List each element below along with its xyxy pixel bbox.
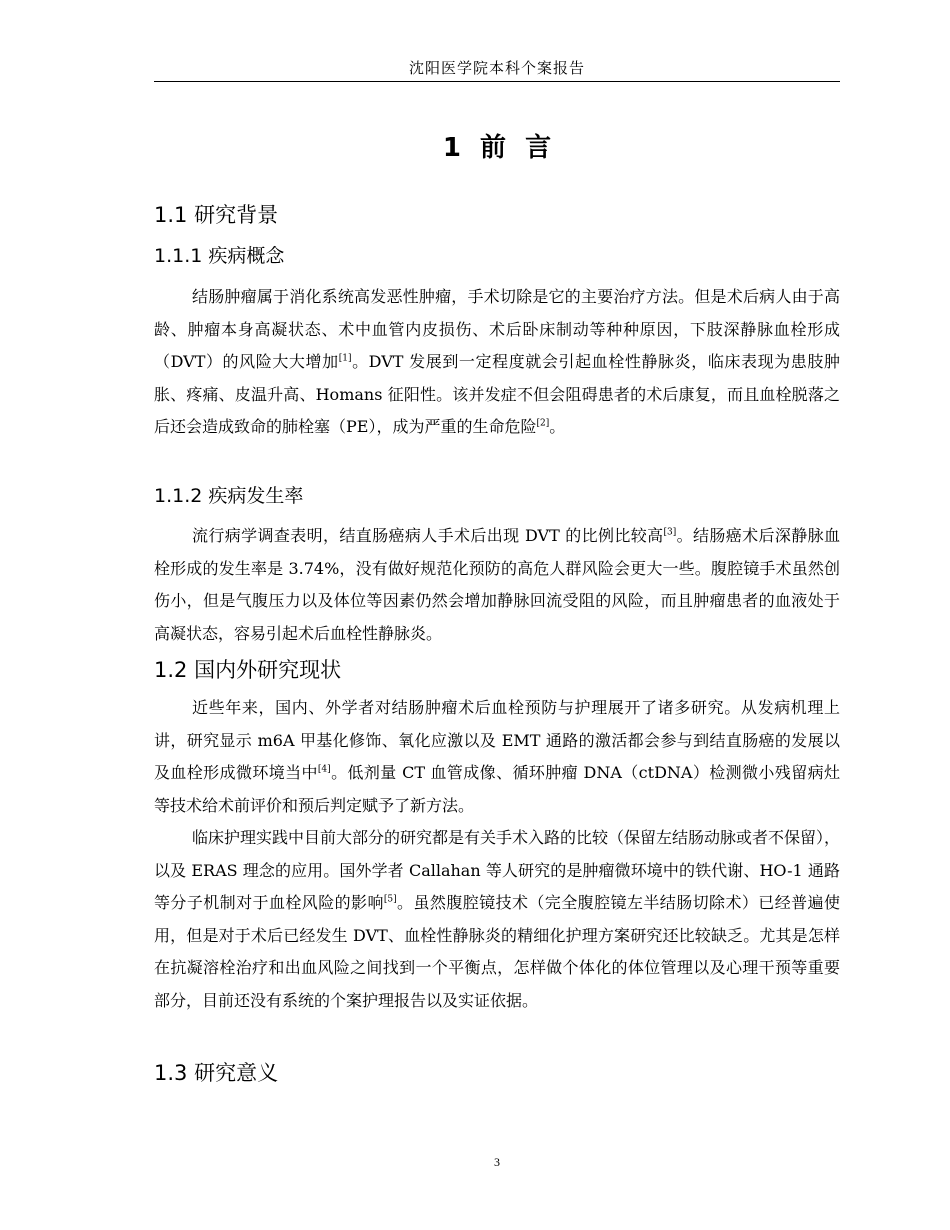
citation-ref: [1]: [338, 353, 352, 364]
section-heading-1-1: 1.1 研究背景: [154, 203, 279, 227]
section-heading-1-2: 1.2 国内外研究现状: [154, 658, 342, 682]
paragraph-text: 。低剂量 CT 血管成像、循环肿瘤 DNA（ctDNA）检测微小残留病灶等技术给术前评价和预后判定赋予了新方法。: [154, 763, 840, 815]
page-number: 3: [494, 1155, 500, 1169]
paragraph-text: 结肠肿瘤属于消化系统高发恶性肿瘤，手术切除是它的主要治疗方法。但是术后病人由于高龄、肿瘤本身高凝状态、术中血管内皮损伤、术后卧床制动等种种原因，下肢深静脉血栓形成（DVT）的风险大大增加: [154, 287, 840, 371]
citation-ref: [2]: [536, 418, 550, 429]
paragraph-text: 。虽然腹腔镜技术（完全腹腔镜左半结肠切除术）已经普遍使用，但是对于术后已经发生 DVT、血栓性静脉炎的精细化护理方案研究还比较缺乏。尤其是怎样在抗凝溶栓治疗和出血风险之间找到一个平衡点，怎样做个体化的体位管理以及心理干预等重要部分，目前还没有系统的个案护理报告以及实证依据。: [154, 893, 840, 1010]
paragraph-research-status-2: [154, 822, 840, 1017]
citation-ref: [4]: [317, 764, 331, 775]
paragraph-research-status-1: [154, 692, 840, 822]
paragraph-text: 流行病学调查表明，结直肠癌病人手术后出现 DVT 的比例比较高: [192, 526, 664, 545]
citation-ref: [5]: [383, 894, 397, 905]
paragraph-text: 近些年来，国内、外学者对结肠肿瘤术后血栓预防与护理展开了诸多研究。从发病机理上讲，研究显示 m6A 甲基化修饰、氧化应激以及 EMT 通路的激活都会参与到结直肠癌的发展以及血栓形成微环境当中: [154, 698, 840, 782]
section-heading-1-1-2: 1.1.2 疾病发生率: [154, 485, 304, 507]
paragraph-text: 。: [549, 417, 566, 436]
section-heading-1-3: 1.3 研究意义: [154, 1061, 279, 1085]
citation-ref: [3]: [663, 527, 677, 538]
paragraph-disease-concept: [154, 281, 840, 444]
paragraph-text: 临床护理实践中目前大部分的研究都是有关手术入路的比较（保留左结肠动脉或者不保留），以及 ERAS 理念的应用。国外学者 Callahan 等人研究的是肿瘤微环境中的铁代谢、HO-1 通路等分子机制对于血栓风险的影响: [154, 828, 841, 912]
header-rule: [154, 81, 840, 82]
running-header: 沈阳医学院本科个案报告: [408, 59, 585, 77]
paragraph-text: 。结肠癌术后深静脉血栓形成的发生率是 3.74%，没有做好规范化预防的高危人群风险会更大一些。腹腔镜手术虽然创伤小，但是气腹压力以及体位等因素仍然会增加静脉回流受阻的风险，而且肿瘤患者的血液处于高凝状态，容易引起术后血栓性静脉炎。: [154, 526, 840, 643]
paragraph-incidence: [154, 520, 840, 650]
paragraph-text: 。DVT 发展到一定程度就会引起血栓性静脉炎，临床表现为患肢肿胀、疼痛、皮温升高、Homans 征阳性。该并发症不但会阻碍患者的术后康复，而且血栓脱落之后还会造成致命的肺栓塞（PE），成为严重的生命危险: [154, 352, 840, 436]
chapter-title: 1 前 言: [442, 133, 552, 163]
section-heading-1-1-1: 1.1.1 疾病概念: [154, 245, 285, 267]
